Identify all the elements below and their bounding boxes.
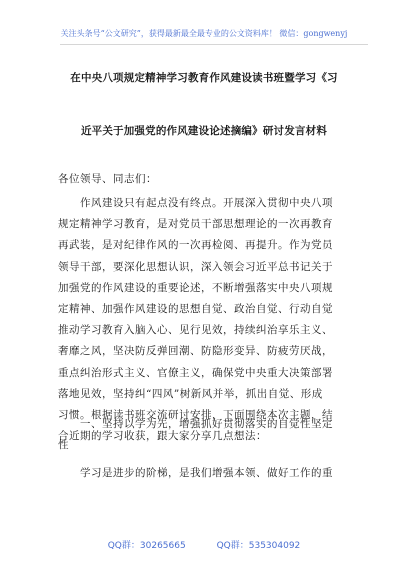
section-heading-1 [58, 414, 356, 456]
heading-line: 性 [58, 439, 69, 452]
paragraph-line: 合近期的学习收获，跟大家分享几点想法： [58, 430, 267, 443]
heading-line: 一、坚持以学为先，增强抓好贯彻落实的自觉性坚定 [58, 418, 333, 430]
paragraph-line: 重点纠治形式主义、官僚主义，确保党中央重大决策部署 [58, 366, 333, 379]
paragraph-line: 推动学习教育入脑入心、见行见效，持续纠治享乐主义、 [58, 324, 333, 337]
paragraph-1 [58, 193, 356, 447]
paragraph-2 [58, 463, 356, 484]
paragraph-line: 加强党的作风建设的重要论述，不断增强落实中央八项规 [58, 281, 333, 294]
footer-qq-group-2: QQ群：535304092 [216, 541, 301, 551]
paragraph-line: 落地见效，坚持纠“四风”树新风并举，抓出自觉、形成 [58, 387, 323, 400]
paragraph-line: 奢靡之风，坚决防反弹回潮、防隐形变异、防疲劳厌战， [58, 345, 333, 358]
salutation [58, 169, 356, 190]
paragraph-line: 学习是进步的阶梯，是我们增强本领、做好工作的重 [58, 467, 333, 479]
paragraph-line: 领导干部，要深化思想认识，深入领会习近平总书记关于 [58, 260, 333, 273]
paragraph-line: 习惯。根据读书班交流研讨安排，下面围绕本次主题，结 [58, 408, 333, 421]
header-watermark-note: 关注头条号“公文研究”，获得最新最全最专业的公文资料库！ 微信：gongwenyj [60, 29, 348, 38]
paragraph-line: 定精神、加强作风建设的思想自觉、政治自觉、行动自觉 [58, 302, 333, 315]
header-divider [60, 44, 368, 45]
footer-qq-group-1: QQ群：30265665 [107, 541, 186, 551]
paragraph-line: 再武装，是对纪律作风的一次再检阅、再提升。作为党员 [58, 239, 333, 252]
document-title-line-2: 近平关于加强党的作风建设论述摘编》研讨发言材料 [80, 125, 328, 137]
footer-contact [0, 538, 408, 551]
paragraph-line: 规定精神学习教育，是对党员干部思想理论的一次再教育 [58, 218, 333, 231]
document-title-line-1: 在中央八项规定精神学习教育作风建设读书班暨学习《习 [70, 72, 338, 84]
paragraph-line: 作风建设只有起点没有终点。开展深入贯彻中央八项 [58, 197, 333, 209]
salutation-text: 各位领导、同志们： [58, 173, 157, 185]
